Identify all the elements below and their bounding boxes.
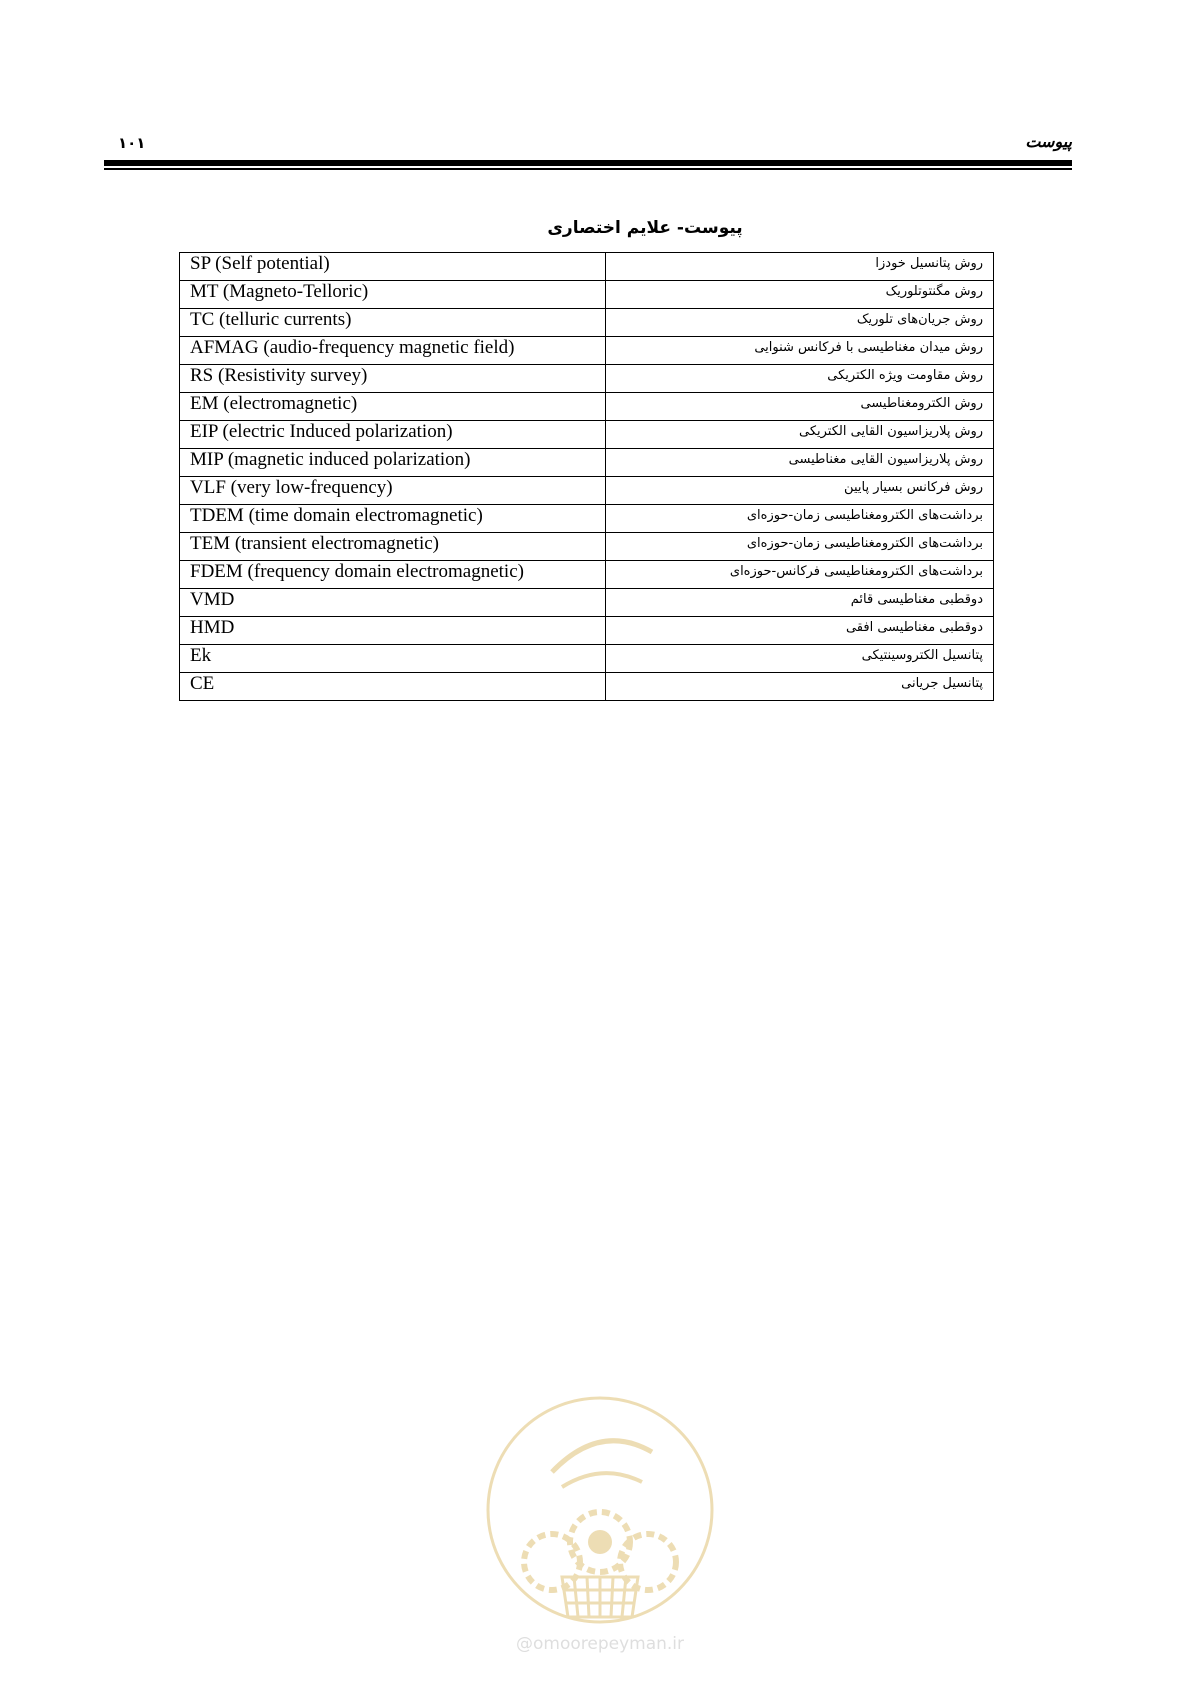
persian-meaning-cell: روش الکترومغناطیسی [606, 393, 994, 421]
abbreviation-cell: HMD [180, 617, 606, 645]
persian-meaning-cell: دوقطبی مغناطیسی افقی [606, 617, 994, 645]
abbreviation-cell: VMD [180, 589, 606, 617]
abbreviation-cell: EM (electromagnetic) [180, 393, 606, 421]
header-rule-thin [104, 168, 1072, 170]
abbreviation-cell: VLF (very low-frequency) [180, 477, 606, 505]
abbreviations-table-body [180, 253, 994, 701]
persian-meaning-cell: روش مقاومت ویژه الکتریکی [606, 365, 994, 393]
abbreviation-cell: MIP (magnetic induced polarization) [180, 449, 606, 477]
table-row [180, 421, 994, 449]
persian-meaning-cell: روش فرکانس بسیار پایین [606, 477, 994, 505]
persian-meaning-cell: دوقطبی مغناطیسی قائم [606, 589, 994, 617]
abbreviation-cell: MT (Magneto-Telloric) [180, 281, 606, 309]
abbreviation-cell: TEM (transient electromagnetic) [180, 533, 606, 561]
section-label: پیوست [1025, 132, 1072, 151]
abbreviation-cell: SP (Self potential) [180, 253, 606, 281]
table-row [180, 505, 994, 533]
page-number: ۱۰۱ [118, 134, 146, 152]
abbreviation-cell: Ek [180, 645, 606, 673]
table-row [180, 365, 994, 393]
abbreviation-cell: AFMAG (audio-frequency magnetic field) [180, 337, 606, 365]
persian-meaning-cell: روش میدان مغناطیسی با فرکانس شنوایی [606, 337, 994, 365]
table-title: پیوست- علایم اختصاری [547, 218, 743, 238]
table-row [180, 617, 994, 645]
table-row [180, 645, 994, 673]
abbreviation-cell: RS (Resistivity survey) [180, 365, 606, 393]
table-row [180, 309, 994, 337]
persian-meaning-cell: برداشت‌های الکترومغناطیسی زمان-حوزه‌ای [606, 533, 994, 561]
table-row [180, 393, 994, 421]
persian-meaning-cell: روش پلاریزاسیون القایی مغناطیسی [606, 449, 994, 477]
header-rule-thick [104, 160, 1072, 166]
persian-meaning-cell: برداشت‌های الکترومغناطیسی زمان-حوزه‌ای [606, 505, 994, 533]
table-row [180, 533, 994, 561]
persian-meaning-cell: روش پتانسیل خودزا [606, 253, 994, 281]
watermark-seal-icon [482, 1392, 718, 1628]
table-row [180, 477, 994, 505]
abbreviation-cell: CE [180, 673, 606, 701]
table-row [180, 253, 994, 281]
table-row [180, 673, 994, 701]
persian-meaning-cell: روش مگنتوتلوریک [606, 281, 994, 309]
watermark-site-text: @omoorepeyman.ir [515, 1634, 685, 1654]
abbreviation-cell: FDEM (frequency domain electromagnetic) [180, 561, 606, 589]
table-row [180, 561, 994, 589]
table-row [180, 449, 994, 477]
persian-meaning-cell: برداشت‌های الکترومغناطیسی فرکانس-حوزه‌ای [606, 561, 994, 589]
persian-meaning-cell: پتانسیل الکتروسینتیکی [606, 645, 994, 673]
watermark-logo [482, 1392, 718, 1662]
abbreviation-cell: TC (telluric currents) [180, 309, 606, 337]
table-row [180, 281, 994, 309]
persian-meaning-cell: روش جریان‌های تلوریک [606, 309, 994, 337]
persian-meaning-cell: روش پلاریزاسیون القایی الکتریکی [606, 421, 994, 449]
table-row [180, 589, 994, 617]
abbreviation-cell: TDEM (time domain electromagnetic) [180, 505, 606, 533]
abbreviation-cell: EIP (electric Induced polarization) [180, 421, 606, 449]
table-row [180, 337, 994, 365]
persian-meaning-cell: پتانسیل جریانی [606, 673, 994, 701]
abbreviations-table [179, 252, 994, 701]
